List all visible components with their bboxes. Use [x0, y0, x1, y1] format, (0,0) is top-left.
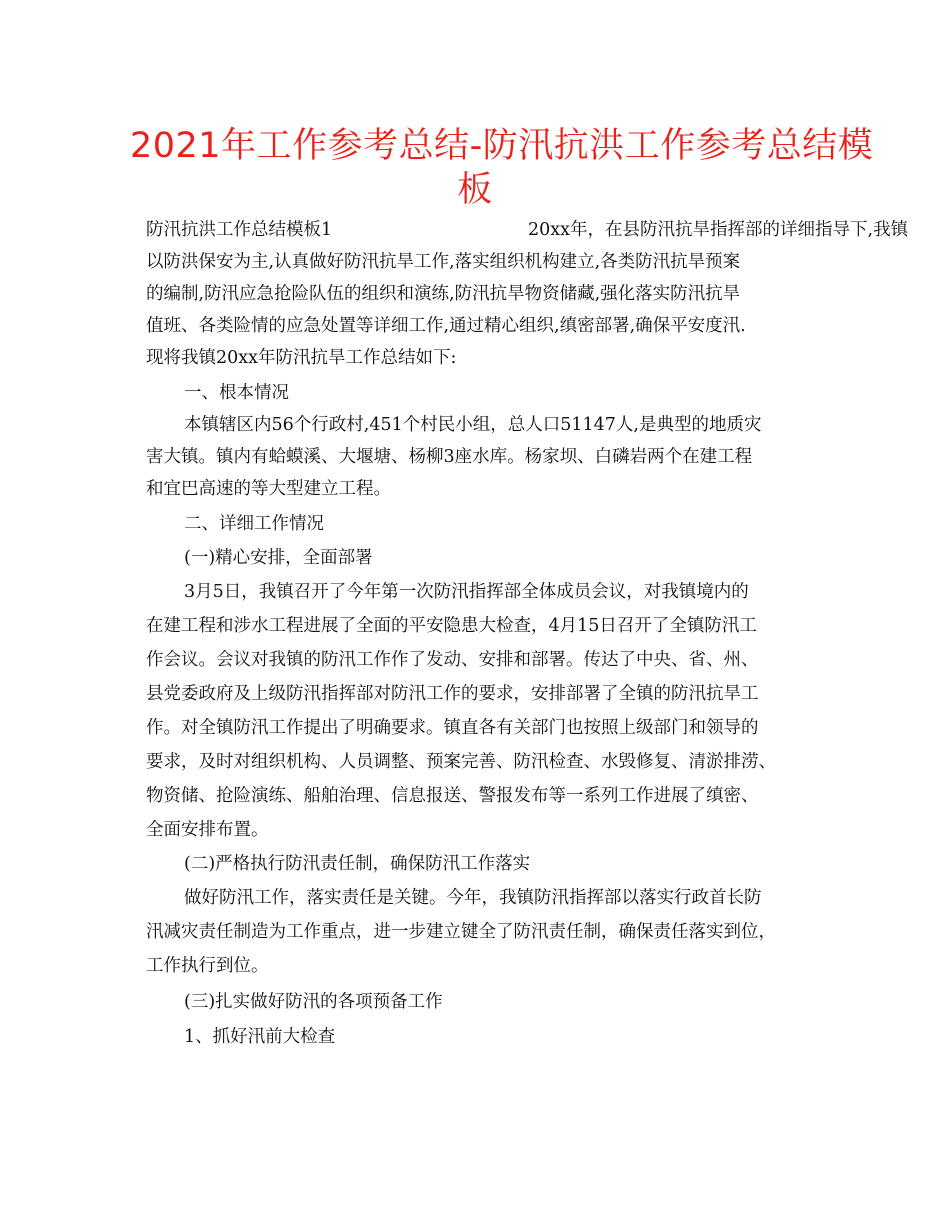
paragraph-line: 在建工程和涉水工程进展了全面的平安隐患大检查，4月15日召开了全镇防汛工 [146, 616, 757, 636]
paragraph-line: 害大镇。镇内有蛤蟆溪、大堰塘、杨柳3座水库。杨家坝、白磷岩两个在建工程 [146, 447, 753, 467]
paragraph-line: 3月5日，我镇召开了今年第一次防汛指挥部全体成员会议，对我镇境内的 [184, 582, 749, 602]
paragraph-line: 全面安排布置。 [146, 820, 269, 840]
paragraph-line: 本镇辖区内56个行政村,451个村民小组，总人口51147人,是典型的地质灾 [184, 415, 762, 435]
paragraph-line: 的编制,防汛应急抢险队伍的组织和演练,防汛抗旱物资储藏,强化落实防汛抗旱 [146, 284, 741, 304]
document-title-line-2: 板 [457, 170, 493, 210]
subsection-heading: (一)精心安排，全面部署 [184, 548, 373, 568]
intro-label: 防汛抗洪工作总结模板1 [146, 220, 333, 240]
section-heading: 二、详细工作情况 [184, 514, 324, 534]
document-title-line-1: 2021年工作参考总结-防汛抗洪工作参考总结模 [130, 126, 874, 166]
paragraph-line: 要求，及时对组织机构、人员调整、预案完善、防汛检查、水毁修复、清淤排涝、 [146, 752, 776, 772]
subsection-heading: (二)严格执行防汛责任制，确保防汛工作落实 [184, 854, 531, 874]
paragraph-line: 作会议。会议对我镇的防汛工作作了发动、安排和部署。传达了中央、省、州、 [146, 650, 759, 670]
paragraph-line: 作。对全镇防汛工作提出了明确要求。镇直各有关部门也按照上级部门和领导的 [146, 718, 759, 738]
subsection-heading: (三)扎实做好防汛的各项预备工作 [184, 992, 443, 1012]
section-heading: 一、根本情况 [184, 383, 289, 403]
item-heading: 1、抓好汛前大检查 [184, 1027, 336, 1047]
paragraph-line: 县党委政府及上级防汛指挥部对防汛工作的要求，安排部署了全镇的防汛抗旱工 [146, 684, 759, 704]
paragraph-line: 现将我镇20xx年防汛抗旱工作总结如下: [146, 348, 457, 368]
paragraph-line: 工作执行到位。 [146, 956, 269, 976]
paragraph-line: 和宜巴高速的等大型建立工程。 [146, 479, 391, 499]
paragraph-line [146, 218, 909, 242]
paragraph-line: 值班、各类险情的应急处置等详细工作,通过精心组织,缜密部署,确保平安度汛. [146, 316, 746, 336]
paragraph-line: 物资储、抢险演练、船舶治理、信息报送、警报发布等一系列工作进展了缜密、 [146, 786, 759, 806]
paragraph-line: 汛减灾责任制造为工作重点，进一步建立键全了防汛责任制，确保责任落实到位， [146, 922, 776, 942]
paragraph-line: 做好防汛工作，落实责任是关键。今年，我镇防汛指挥部以落实行政首长防 [184, 888, 762, 908]
paragraph-line: 以防洪保安为主,认真做好防汛抗旱工作,落实组织机构建立,各类防汛抗旱预案 [146, 252, 741, 272]
intro-text: 20xx年，在县防汛抗旱指挥部的详细指导下,我镇 [528, 220, 909, 240]
